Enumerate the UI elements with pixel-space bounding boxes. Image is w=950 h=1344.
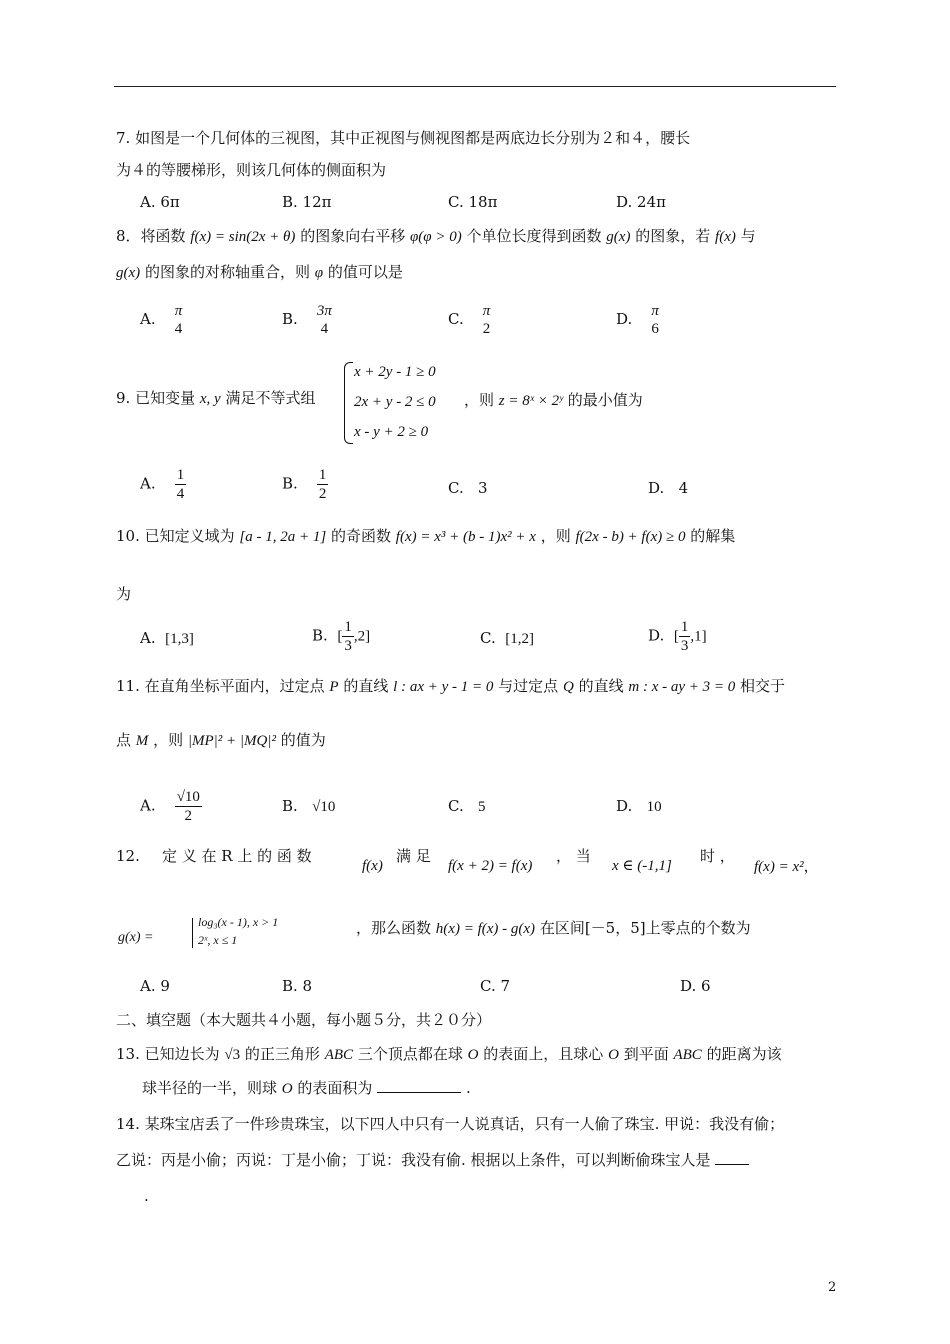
q10-text-3: ，则 (540, 527, 571, 545)
q12-option-b: B. 8 (282, 977, 313, 995)
q13-sqrt3: √3 (224, 1047, 241, 1063)
bracket: [ (337, 628, 343, 645)
numerator: π (174, 303, 183, 319)
q11-line1 (116, 676, 785, 697)
q12-text-4: ， 当 (556, 847, 591, 865)
q9-text-3: ，则 (464, 391, 495, 409)
fraction (342, 618, 354, 655)
bracket-tail: ,2] (353, 628, 371, 645)
q12-fx2-text: f(x) = x² (754, 859, 804, 875)
numerator: 3π (316, 303, 332, 319)
q7-option-a: A. 6π (140, 193, 180, 211)
fraction (483, 302, 491, 338)
q12-option-d: D. 6 (680, 977, 711, 995)
q13-text-6: 的距离为该 (706, 1045, 782, 1063)
option-label: A. (140, 474, 156, 493)
denominator: 3 (680, 638, 689, 654)
q7-option-d: D. 24π (616, 193, 666, 211)
q8-f-expression: f(x) = sin(2x + θ) (190, 229, 296, 245)
denominator: 2 (482, 321, 491, 337)
q8-option-d (616, 302, 659, 338)
fraction (175, 788, 202, 825)
q11-point-m: M (135, 733, 149, 749)
q11-point-p: P (329, 679, 339, 695)
q12-option-a: A. 9 (140, 977, 170, 995)
q13-abc-2: ABC (673, 1047, 702, 1063)
option-label: B. (312, 626, 328, 645)
numerator: 1 (680, 619, 689, 635)
q14-text-2: 乙说：丙是小偷；丙说：丁是小偷；丁说：我没有偷. 根据以上条件，可以判断偷珠宝人是 (116, 1151, 711, 1169)
q11-text-1: 11. 在直角坐标平面内，过定点 (116, 677, 325, 695)
q9-text-4: 的最小值为 (567, 391, 643, 409)
numerator: π (651, 303, 659, 319)
option-label: C. (448, 479, 464, 497)
q12-number: 12. (116, 847, 140, 865)
q13-line2 (142, 1078, 471, 1099)
q7-option-b: B. 12π (282, 193, 332, 211)
q11-option-d (616, 796, 662, 817)
bracket-tail: ,1] (690, 628, 707, 645)
q8-phi-condition: φ(φ > 0) (410, 229, 462, 245)
q13-text-1: 13. 已知边长为 (116, 1045, 220, 1063)
q12-option-c: C. 7 (480, 977, 511, 995)
q11-option-c (448, 796, 486, 817)
option-value: 10 (646, 799, 662, 815)
q9-option-a (140, 466, 186, 503)
numerator: 1 (318, 467, 327, 483)
q9-option-b (282, 466, 328, 503)
q13-line1 (116, 1044, 782, 1065)
q12-text-7: ，那么函数 (356, 919, 432, 937)
q10-f-expression: f(x) = x³ + (b - 1)x² + x (395, 529, 536, 545)
q13-text-4: 的表面上，且球心 (483, 1045, 604, 1063)
q12-line2 (356, 918, 751, 939)
q8-g-expression-2: g(x) (116, 265, 141, 281)
q9-option-c (448, 478, 488, 498)
option-label: D. (648, 626, 665, 645)
q13-text-3: 三个顶点都在球 (357, 1045, 463, 1063)
q10-text-2: 的奇函数 (330, 527, 391, 545)
header-rule (114, 86, 836, 87)
fraction (317, 466, 329, 503)
q8-option-a (140, 302, 182, 338)
fraction (175, 466, 187, 503)
q12-text-6: ， (803, 857, 819, 875)
denominator: 4 (176, 486, 185, 502)
denominator: 2 (318, 486, 327, 502)
q7-option-c: C. 18π (448, 193, 498, 211)
option-label: C. (448, 310, 464, 328)
denominator: 4 (174, 321, 183, 337)
option-label: B. (282, 797, 298, 815)
q11-option-a (140, 788, 202, 825)
q13-o: O (467, 1047, 479, 1063)
q9-option-d (648, 478, 688, 498)
q12-fx-squared (754, 856, 819, 877)
option-label: A. (140, 796, 156, 815)
q9-line1-tail (464, 390, 643, 411)
q12-g-case-1: log₃(x - 1), x > 1 (198, 915, 279, 929)
option-label: D. (616, 797, 633, 815)
q8-line2 (116, 262, 403, 283)
option-label: D. (616, 310, 633, 328)
q8-text-5: 与 (740, 227, 756, 245)
option-value: 4 (678, 479, 689, 497)
q8-text-3: 个单位长度得到函数 (466, 227, 602, 245)
q11-point-q: Q (562, 679, 574, 695)
q9-text-1: 9. 已知变量 (116, 389, 196, 407)
q13-o-2: O (608, 1047, 619, 1063)
q14-line1: 14. 某珠宝店丢了一件珍贵珠宝，以下四人中只有一人说真话，只有一人偷了珠宝. 甲说：我没有偷； (116, 1115, 785, 1133)
q9-inequality-1: x + 2y - 1 ≥ 0 (354, 364, 436, 380)
q9-system-brace (344, 362, 353, 444)
q9-text-2: 满足不等式组 (225, 389, 316, 407)
q13-text-7: 球半径的一半，则球 (142, 1079, 278, 1097)
q10-option-a (140, 628, 194, 649)
fraction (317, 302, 332, 338)
q10-line2: 为 (116, 585, 132, 603)
q13-o-3: O (281, 1081, 293, 1097)
denominator: 4 (320, 321, 329, 337)
q9-z-expression: z = 8ˣ × 2ʸ (498, 393, 563, 409)
option-label: B. (282, 310, 298, 328)
q12-fx: f(x) (362, 858, 383, 874)
q12-text-2: 定 义 在 R 上 的 函 数 (162, 847, 312, 865)
q8-g-expression: g(x) (606, 229, 631, 245)
q9-line1 (116, 388, 316, 409)
q8-line1 (116, 226, 756, 247)
q12-h-expression: h(x) = f(x) - g(x) (435, 921, 536, 937)
option-value: 5 (478, 799, 486, 815)
q7-line2: 为４的等腰梯形，则该几何体的侧面积为 (116, 161, 387, 179)
q12-text-8: 在区间[－5，5]上零点的个数为 (539, 919, 751, 937)
q11-text-7: ，则 (153, 731, 184, 749)
q13-text-5: 到平面 (623, 1045, 669, 1063)
option-value: [1,2] (505, 631, 535, 647)
numerator: 1 (176, 467, 185, 483)
q8-option-c (448, 302, 490, 338)
q11-option-b (282, 796, 335, 817)
q13-text-8: 的表面积为 (297, 1079, 373, 1097)
q12-g-case-2: 2ˣ, x ≤ 1 (198, 933, 238, 947)
denominator: 2 (184, 808, 193, 824)
q11-text-5: 相交于 (740, 677, 786, 695)
q12-g-label: g(x) = (118, 930, 154, 945)
bracket: [ (673, 628, 679, 645)
q12-condition: f(x + 2) = f(x) (448, 858, 533, 874)
q11-sum-expression: |MP|² + |MQ|² (187, 733, 276, 749)
q9-vars: x, y (199, 391, 221, 407)
q8-text-2: 的图象向右平移 (300, 227, 406, 245)
q11-text-2: 的直线 (343, 677, 389, 695)
q7-line1: 7. 如图是一个几何体的三视图，其中正视图与侧视图都是两底边长分别为２和４，腰长 (116, 129, 691, 147)
option-label: C. (448, 797, 464, 815)
q12-text-5: 时 ， (700, 847, 735, 865)
q13-text-9: . (466, 1079, 471, 1097)
page-number: 2 (828, 1280, 837, 1295)
q11-text-6: 点 (116, 731, 132, 749)
q14-line3: . (144, 1187, 149, 1205)
numerator: √10 (176, 789, 200, 805)
denominator: 6 (651, 321, 659, 337)
q10-inequality: f(2x - b) + f(x) ≥ 0 (575, 529, 686, 545)
option-label: D. (648, 479, 665, 497)
q14-line2 (116, 1150, 749, 1170)
q11-line2 (116, 730, 326, 751)
q8-text-7: 的值可以是 (327, 263, 403, 281)
q9-inequality-3: x - y + 2 ≥ 0 (354, 424, 429, 440)
q8-text-1: 8．将函数 (116, 227, 186, 245)
q12-range: x ∈ (-1,1] (612, 858, 672, 874)
q10-text-4: 的解集 (690, 527, 736, 545)
q8-option-b (282, 302, 332, 338)
q10-option-c (480, 628, 534, 649)
option-value: 3 (478, 479, 488, 497)
q8-fx: f(x) (715, 229, 736, 245)
q13-answer-blank[interactable] (377, 1092, 461, 1093)
q13-text-2: 的正三角形 (244, 1045, 320, 1063)
option-label: C. (480, 629, 496, 647)
fraction (651, 302, 659, 338)
fraction (679, 618, 691, 655)
q10-text-1: 10. 已知定义域为 (116, 527, 235, 545)
q14-answer-blank[interactable] (715, 1164, 749, 1165)
q13-abc: ABC (324, 1047, 354, 1063)
q10-domain: [a - 1, 2a + 1] (239, 529, 327, 545)
q8-phi: φ (314, 265, 324, 281)
numerator: π (482, 303, 491, 319)
q9-inequality-2: 2x + y - 2 ≤ 0 (354, 394, 436, 410)
q11-text-4: 的直线 (578, 677, 624, 695)
q11-text-8: 的值为 (280, 731, 326, 749)
q12-g-brace (192, 918, 197, 948)
q11-line-l: l : ax + y - 1 = 0 (393, 679, 494, 695)
fraction (175, 302, 183, 338)
denominator: 3 (344, 638, 352, 654)
option-label: A. (140, 310, 156, 328)
option-value: [1,3] (165, 631, 194, 647)
q10-option-d (648, 618, 707, 655)
option-label: A. (140, 629, 156, 647)
q10-line1 (116, 526, 735, 547)
option-label: B. (282, 474, 298, 493)
q11-line-m: m : x - ay + 3 = 0 (628, 679, 736, 695)
q8-text-4: 的图象，若 (635, 227, 711, 245)
q10-option-b (312, 618, 370, 655)
q11-text-3: 与过定点 (498, 677, 559, 695)
q12-text-3: 满 足 (396, 847, 431, 865)
section-heading: 二、填空题（本大题共４小题，每小题５分，共２０分） (116, 1011, 492, 1029)
numerator: 1 (344, 619, 352, 635)
option-value: √10 (312, 799, 336, 815)
q8-text-6: 的图象的对称轴重合，则 (144, 263, 310, 281)
